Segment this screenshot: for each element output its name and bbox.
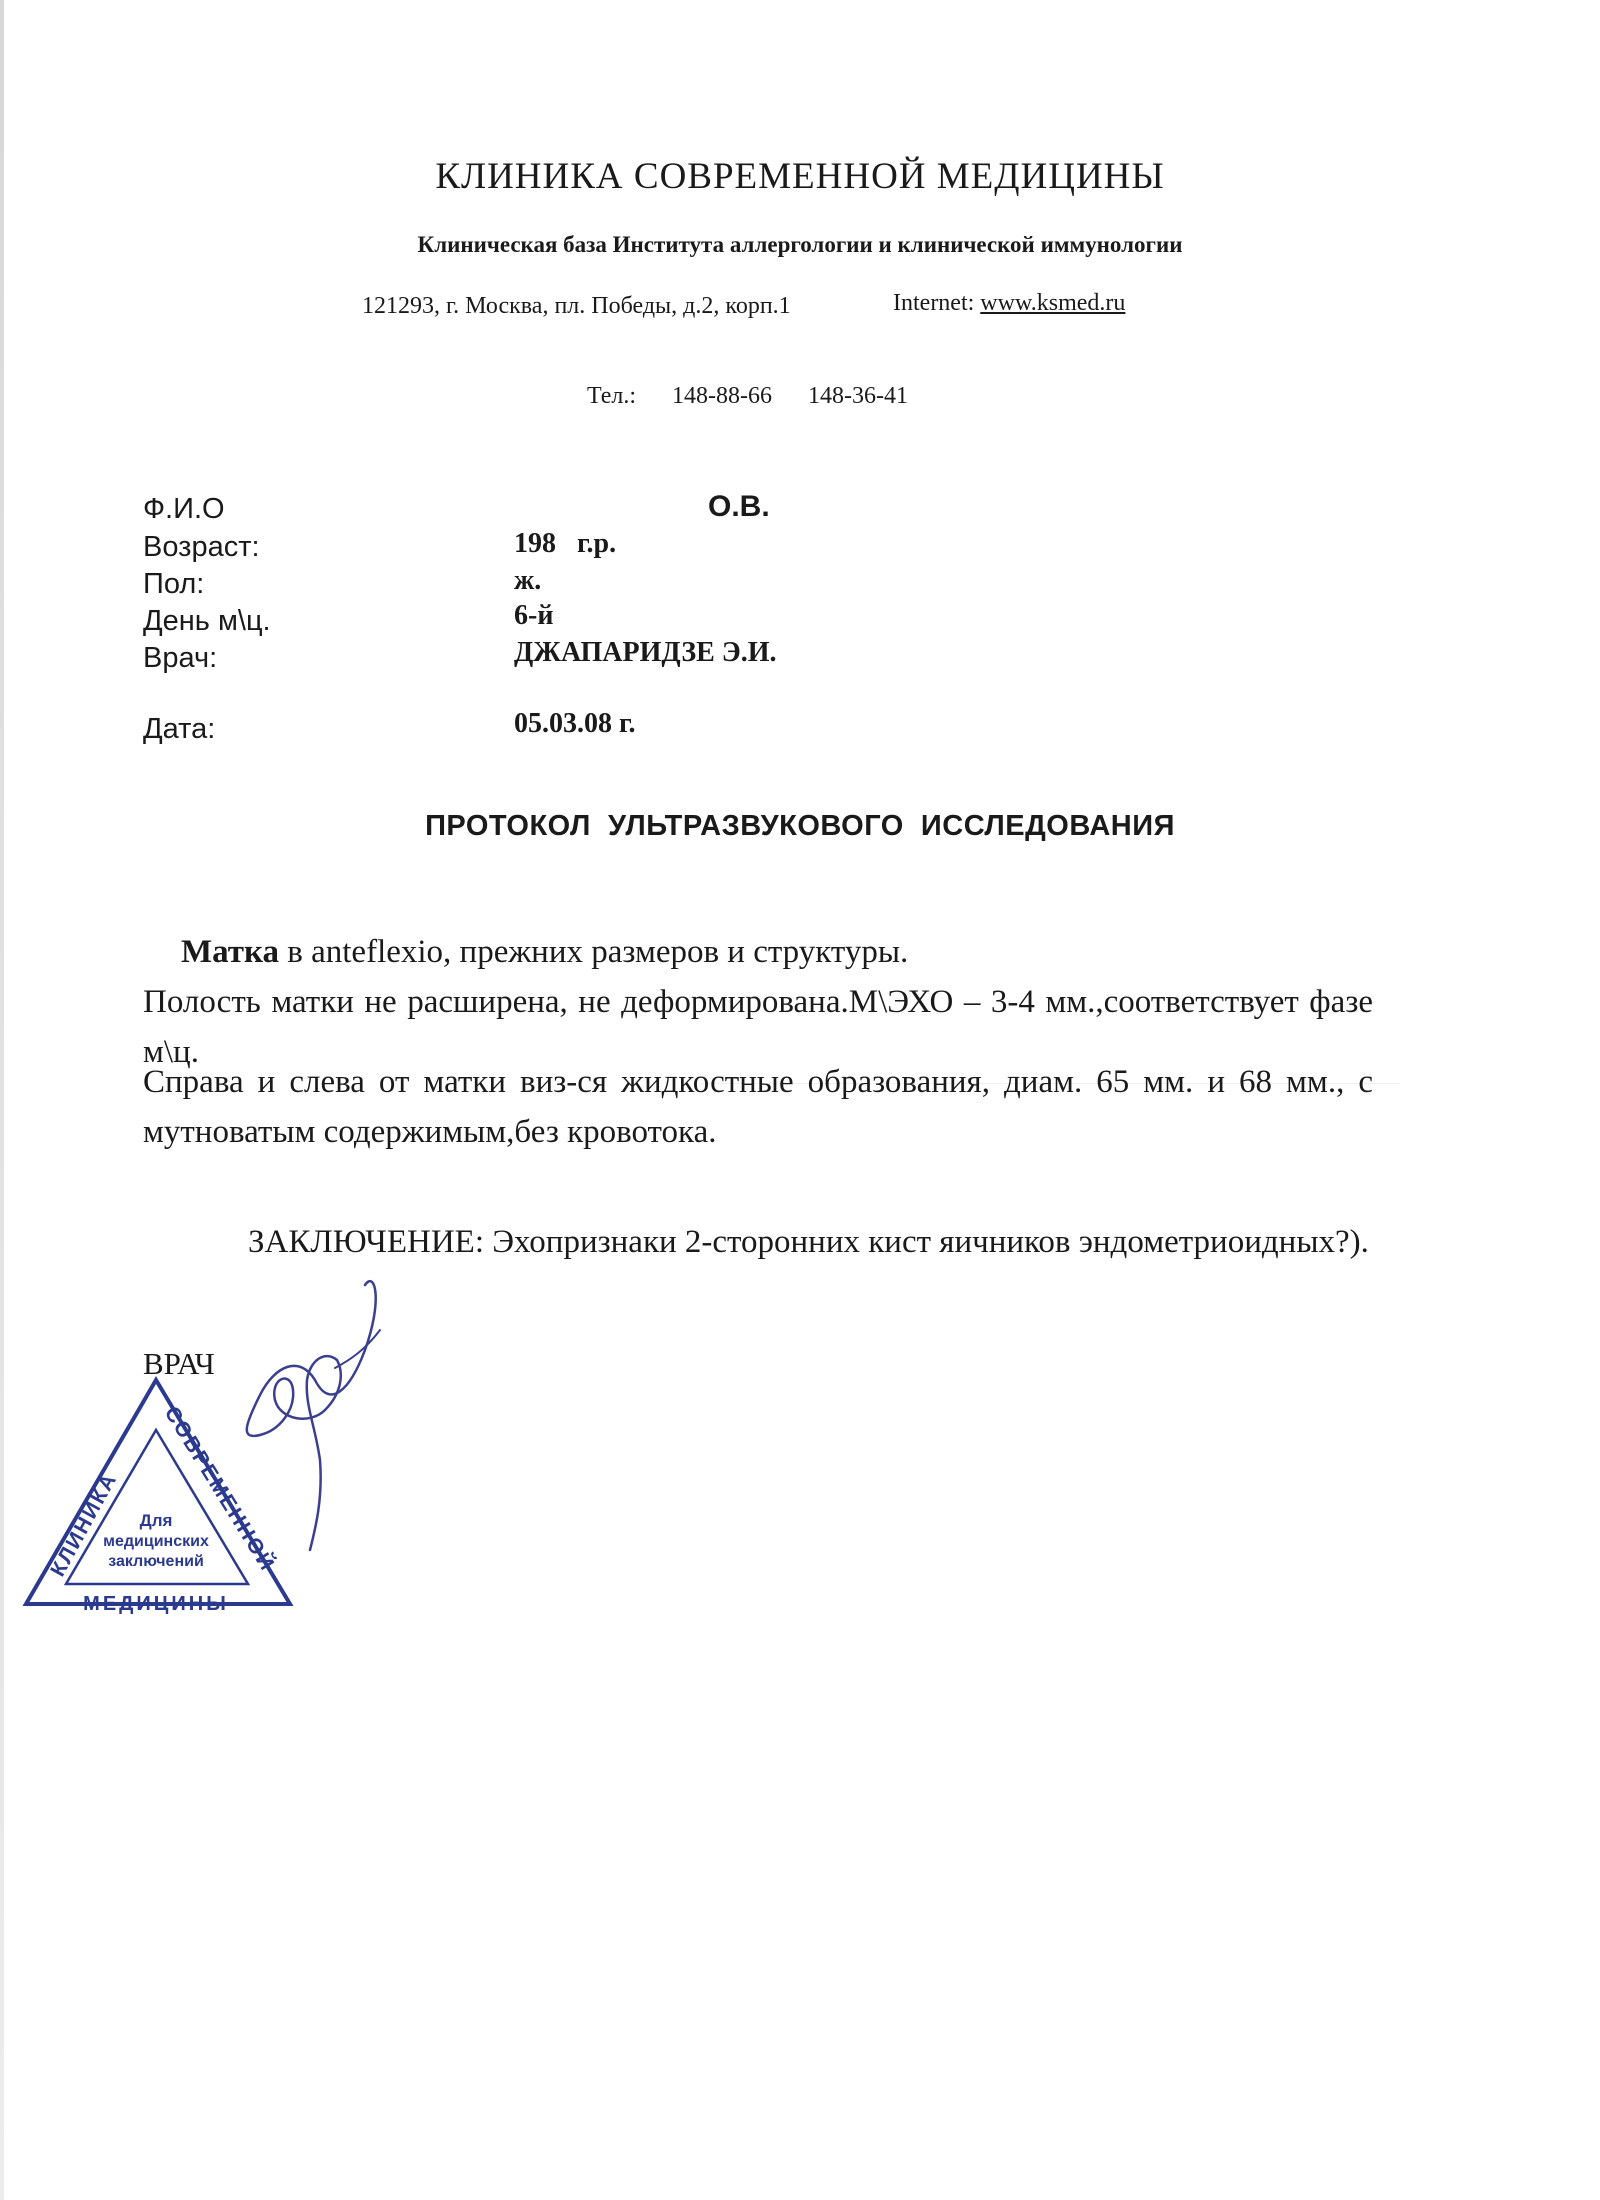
internet-label: Internet: [893,290,975,316]
stamp-center-line3: заключений [108,1553,204,1570]
doctor-label: Врач: [143,642,218,674]
stamp-center-line1: Для [139,1511,173,1530]
clinic-address: 121293, г. Москва, пл. Победы, д.2, корп.1 [362,293,791,319]
age-value: 198 г.р. [514,528,617,559]
findings-paragraph: Справа и слева от матки виз-ся жидкостные образования, диам. 65 мм. и 68 мм., с мутноватым содержимым,без кровотока. [143,1064,1373,1150]
cycle-day-label: День м\ц. [143,605,271,637]
scan-edge [0,0,4,2200]
sex-value: ж. [514,565,542,596]
stamp-center-line2: медицинских [103,1533,209,1550]
sex-label: Пол: [143,568,205,600]
uterus-paragraph [143,927,1373,977]
date-label: Дата: [143,713,216,745]
conclusion-paragraph: ЗАКЛЮЧЕНИЕ: Эхопризнаки 2-сторонних кист яичников эндометриоидных?). [248,1224,1369,1260]
cavity-paragraph: Полость матки не расширена, не деформирована.М\ЭХО – 3-4 мм.,соответствует фазе м\ц. [143,984,1373,1070]
fio-label: Ф.И.О [143,493,225,525]
website-link[interactable]: www.ksmed.ru [980,290,1126,316]
phones-line [587,383,938,410]
clinic-stamp [22,1360,302,1620]
stamp-bottom-text: МЕДИЦИНЫ [83,1593,229,1615]
date-value: 05.03.08 г. [514,708,636,739]
phone-number-1: 148-88-66 [672,383,773,409]
stamp-arc-left: КЛИНИКА [46,1468,122,1581]
protocol-title: ПРОТОКОЛ УЛЬТРАЗВУКОВОГО ИССЛЕДОВАНИЯ [425,810,1175,842]
clinic-subtitle: Клиническая база Института аллергологии и клинической иммунологии [417,232,1183,257]
uterus-word: Матка [181,934,280,970]
phone-label: Тел.: [587,383,637,409]
cycle-day-value: 6-й [514,600,554,631]
age-label: Возраст: [143,531,260,563]
stamp-arc-right: СОВРЕМЕННОЙ [159,1402,280,1576]
internet-line [893,290,1125,317]
fio-value: О.В. [708,490,770,523]
uterus-text: в anteflexio, прежних размеров и структуры. [279,934,909,970]
doctor-value: ДЖАПАРИДЗЕ Э.И. [514,637,777,668]
clinic-name: КЛИНИКА СОВРЕМЕННОЙ МЕДИЦИНЫ [435,156,1165,197]
phone-number-2: 148-36-41 [808,383,909,409]
doctor-sign-label: ВРАЧ [143,1346,215,1381]
